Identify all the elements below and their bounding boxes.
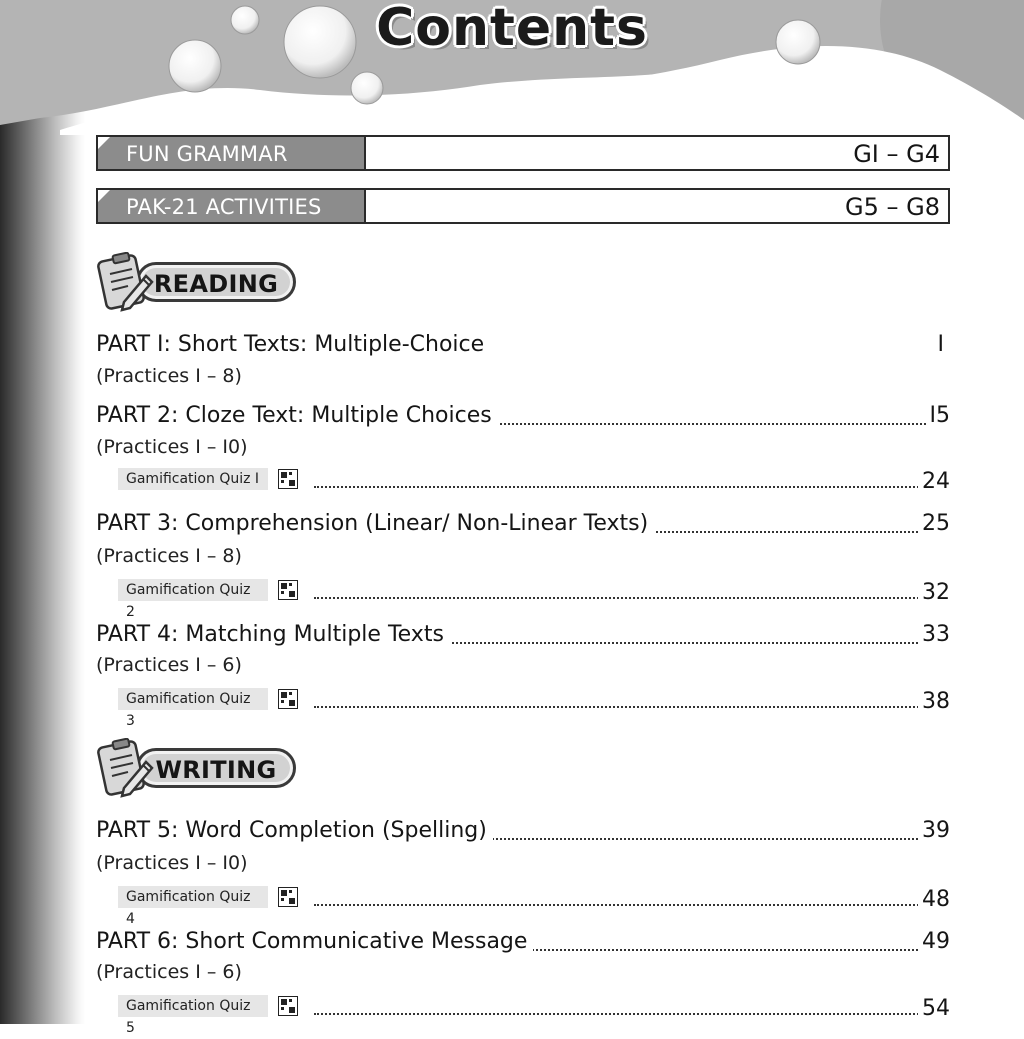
quiz-page: 38 [918, 689, 950, 714]
clipboard-pencil-icon [94, 738, 156, 800]
qr-code-icon [278, 580, 298, 600]
quiz-label: Gamification Quiz 5 [118, 995, 268, 1017]
quiz-label: Gamification Quiz 2 [118, 579, 268, 601]
quiz-page: 32 [918, 580, 950, 605]
dotted-leader [314, 904, 950, 906]
dotted-leader [314, 486, 950, 488]
quiz-label: Gamification Quiz I [118, 468, 268, 490]
entry-page: 25 [918, 511, 950, 536]
section-badge-writing [94, 738, 304, 800]
entry-title: PART 6: Short Communicative Message [96, 929, 533, 954]
badge-pill [136, 262, 296, 302]
qr-code-icon [278, 469, 298, 489]
entry-title: PART 2: Cloze Text: Multiple Choices [96, 403, 498, 428]
row-label: FUN GRAMMAR [126, 142, 288, 166]
toc-entry-part-3 [96, 511, 950, 541]
dotted-leader [314, 597, 950, 599]
dotted-leader [314, 1013, 950, 1015]
quiz-row-4 [118, 886, 950, 927]
page-binding-shadow [0, 0, 85, 1024]
clipboard-pencil-icon [94, 252, 156, 314]
entry-practices: (Practices I – 8) [96, 365, 242, 387]
qr-code-icon [278, 887, 298, 907]
toc-row-pak21-activities [96, 188, 950, 224]
page-title: Contents [376, 0, 648, 58]
entry-page: 33 [918, 622, 950, 647]
toc-entry-part-4 [96, 622, 950, 652]
toc-entry-part-1 [96, 332, 950, 362]
qr-code-icon [278, 996, 298, 1016]
entry-practices: (Practices I – I0) [96, 436, 248, 458]
toc-entry-part-5 [96, 818, 950, 848]
entry-page: 39 [918, 818, 950, 843]
quiz-page: 24 [918, 469, 950, 494]
entry-practices: (Practices I – I0) [96, 852, 248, 874]
qr-code-icon [278, 689, 298, 709]
entry-page: 49 [918, 929, 950, 954]
quiz-page: 48 [918, 887, 950, 912]
section-title-writing: WRITING [155, 756, 277, 784]
toc-entry-part-2 [96, 403, 950, 433]
dotted-leader [314, 706, 950, 708]
quiz-row-1 [118, 468, 950, 494]
toc-entry-part-6 [96, 929, 950, 959]
entry-title: PART I: Short Texts: Multiple-Choice [96, 332, 490, 357]
row-label: PAK-21 ACTIVITIES [126, 195, 322, 219]
quiz-row-2 [118, 579, 950, 620]
badge-pill [136, 748, 296, 788]
quiz-page: 54 [918, 996, 950, 1021]
entry-practices: (Practices I – 8) [96, 545, 242, 567]
row-page-range: G5 – G8 [845, 193, 940, 221]
quiz-row-3 [118, 688, 950, 729]
entry-practices: (Practices I – 6) [96, 654, 242, 676]
section-title-reading: READING [153, 270, 279, 298]
entry-title: PART 5: Word Completion (Spelling) [96, 818, 493, 843]
row-page-range: GI – G4 [853, 140, 940, 168]
entry-page: I [934, 332, 945, 357]
toc-row-fun-grammar [96, 135, 950, 171]
entry-page: I5 [926, 403, 951, 428]
quiz-label: Gamification Quiz 3 [118, 688, 268, 710]
section-badge-reading [94, 252, 304, 314]
entry-title: PART 4: Matching Multiple Texts [96, 622, 450, 647]
entry-practices: (Practices I – 6) [96, 961, 242, 983]
quiz-label: Gamification Quiz 4 [118, 886, 268, 908]
quiz-row-5 [118, 995, 950, 1036]
entry-title: PART 3: Comprehension (Linear/ Non-Linear Texts) [96, 511, 654, 536]
